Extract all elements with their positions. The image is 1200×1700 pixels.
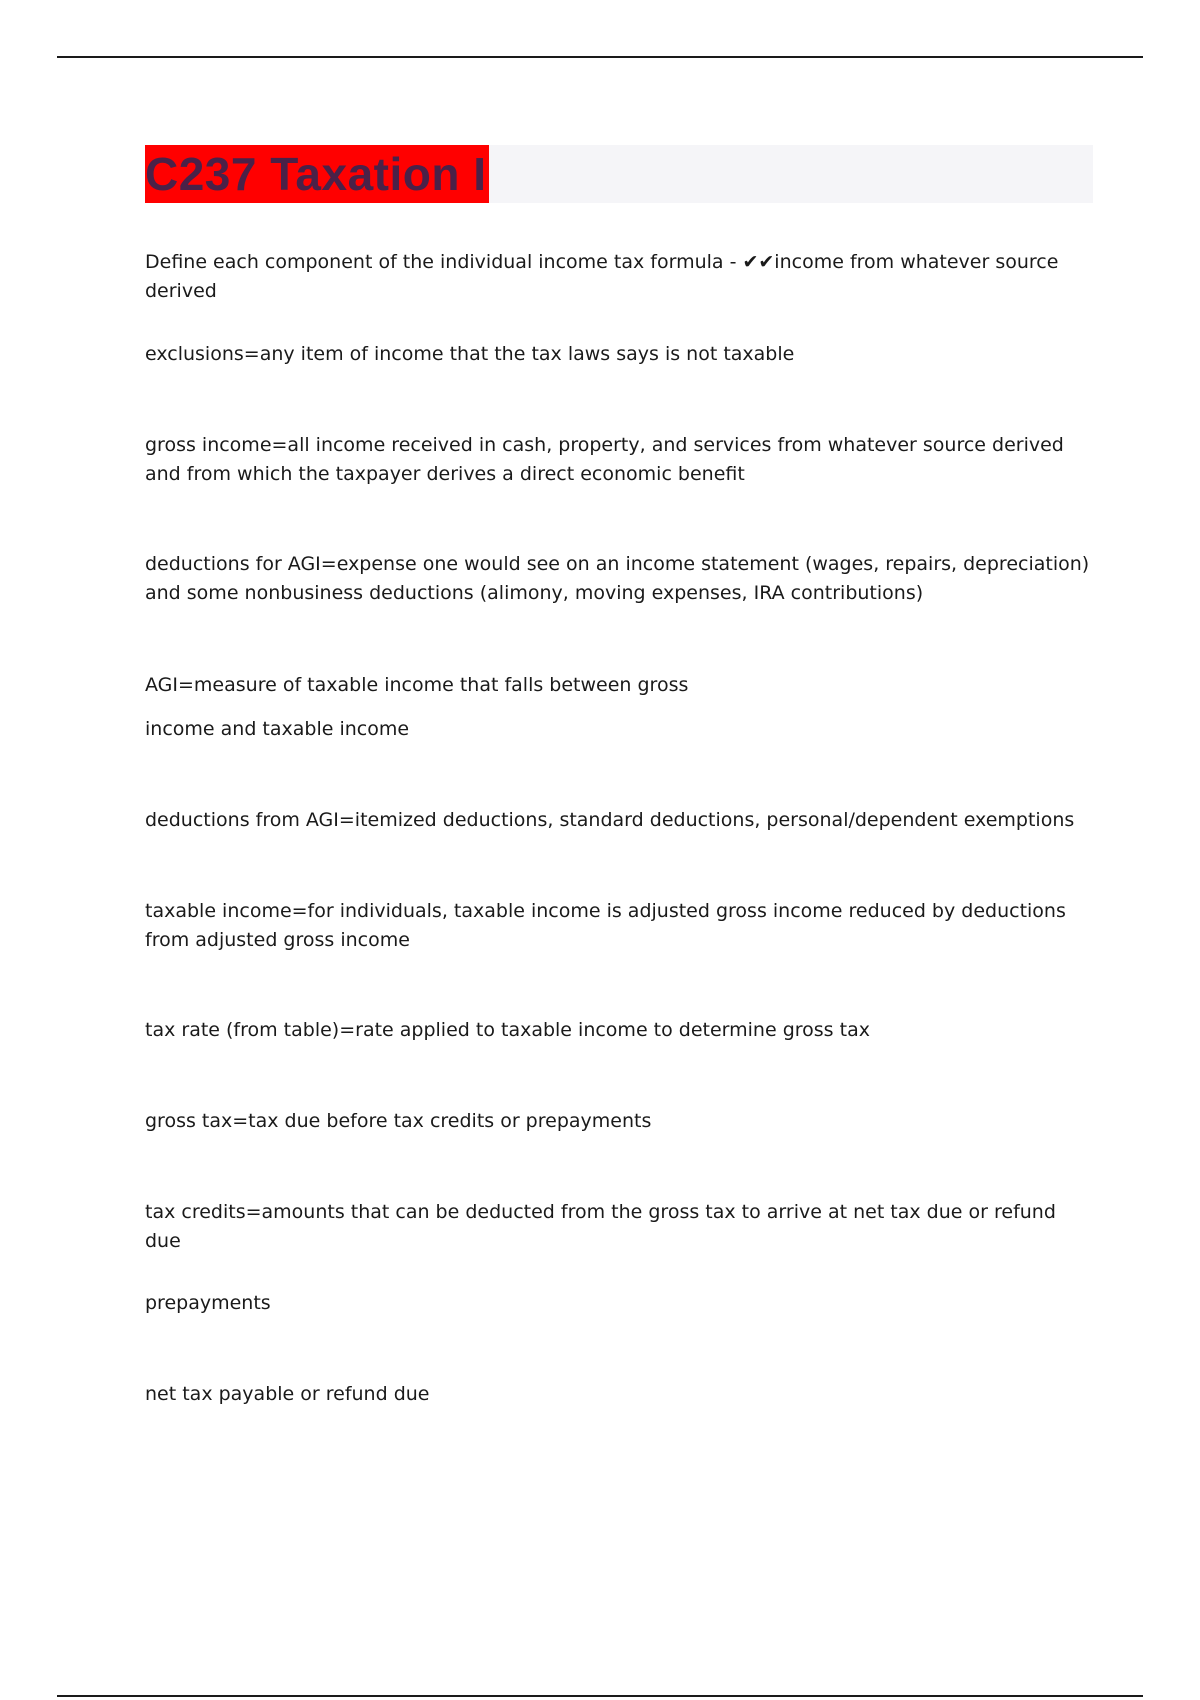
entry-gross-tax: gross tax=tax due before tax credits or prepayments [145, 1110, 652, 1132]
entry-agi: AGI=measure of taxable income that falls between gross [145, 674, 689, 696]
entry-gross-income: gross income=all income received in cash, property, and services from whatever source derived and from which the taxpayer derives a direct economic benefit [145, 434, 1064, 485]
entry-exclusions: exclusions=any item of income that the tax laws says is not taxable [145, 343, 795, 365]
header-rule [57, 56, 1143, 58]
entry-taxable-income: taxable income=for individuals, taxable income is adjusted gross income reduced by deductions from adjusted gross income [145, 900, 1066, 951]
entry-tax-rate: tax rate (from table)=rate applied to taxable income to determine gross tax [145, 1019, 870, 1041]
entry-definition-prompt: Define each component of the individual income tax formula - ✔✔income from whatever source derived [145, 251, 1059, 302]
entry-deductions-from-agi: deductions from AGI=itemized deductions, standard deductions, personal/dependent exemptions [145, 809, 1075, 831]
footer-rule [57, 1695, 1143, 1697]
entry-prepayments: prepayments [145, 1292, 271, 1314]
entry-net-tax-payable: net tax payable or refund due [145, 1383, 430, 1405]
entry-deductions-for-agi: deductions for AGI=expense one would see on an income statement (wages, repairs, depreciation) and some nonbusiness deductions (alimony, moving expenses, IRA contributions) [145, 553, 1090, 604]
title-highlight [145, 145, 489, 203]
document-title: C237 Taxation I [145, 148, 487, 200]
entry-agi-continued: income and taxable income [145, 718, 410, 740]
entry-tax-credits: tax credits=amounts that can be deducted from the gross tax to arrive at net tax due or refund due [145, 1201, 1056, 1252]
